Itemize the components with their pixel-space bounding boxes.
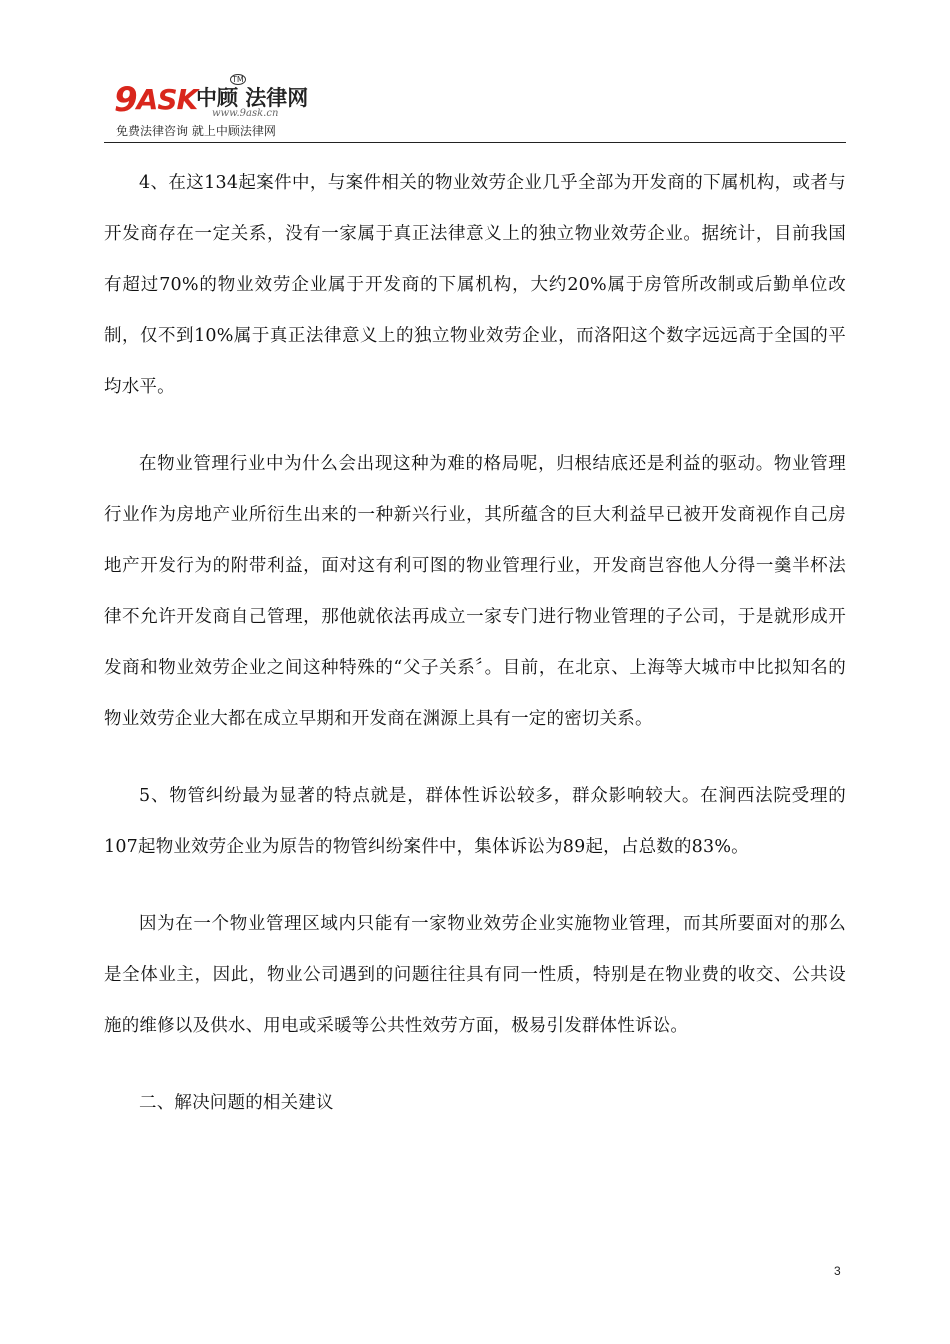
trademark-icon: TM [232, 75, 244, 84]
logo [112, 74, 312, 142]
logo-site-name: 中顾 法律网 [196, 86, 309, 110]
logo-mark: 9ASK [114, 80, 198, 120]
header-divider [104, 142, 846, 143]
paragraph: 5、物管纠纷最为显著的特点就是，群体性诉讼较多，群众影响较大。在涧西法院受理的107起物业效劳企业为原告的物管纠纷案件中，集体诉讼为89起，占总数的83%。 [104, 786, 846, 857]
paragraph: 因为在一个物业管理区域内只能有一家物业效劳企业实施物业管理，而其所要面对的那么是全体业主，因此，物业公司遇到的问题往往具有同一性质，特别是在物业费的收交、公共设施的维修以及供水、用电或采暖等公共性效劳方面，极易引发群体性诉讼。 [104, 914, 846, 1036]
section-heading: 二、解决问题的相关建议 [139, 1093, 334, 1113]
paragraph: 在物业管理行业中为什么会出现这种为难的格局呢，归根结底还是利益的驱动。物业管理行业作为房地产业所衍生出来的一种新兴行业，其所蕴含的巨大利益早已被开发商视作自己房地产开发行为的附带利益，面对这有利可图的物业管理行业，开发商岂容他人分得一羹半杯法律不允许开发商自己管理，那他就依法再成立一家专门进行物业管理的子公司，于是就形成开发商和物业效劳企业之间这种特殊的“父子关系〞。目前，在北京、上海等大城市中比拟知名的物业效劳企业大都在成立早期和开发商在渊源上具有一定的密切关系。 [104, 454, 846, 729]
page-number: 3 [834, 1264, 841, 1278]
page-header [112, 74, 852, 144]
logo-slogan: 免费法律咨询 就上中顾法律网 [116, 124, 276, 138]
paragraph: 4、在这134起案件中，与案件相关的物业效劳企业几乎全部为开发商的下属机构，或者与开发商存在一定关系，没有一家属于真正法律意义上的独立物业效劳企业。据统计，目前我国有超过70%的物业效劳企业属于开发商的下属机构，大约20%属于房管所改制或后勤单位改制，仅不到10%属于真正法律意义上的独立物业效劳企业，而洛阳这个数字远远高于全国的平均水平。 [104, 173, 846, 397]
logo-url: www.9ask.cn [212, 108, 279, 119]
document-body [104, 158, 846, 1129]
